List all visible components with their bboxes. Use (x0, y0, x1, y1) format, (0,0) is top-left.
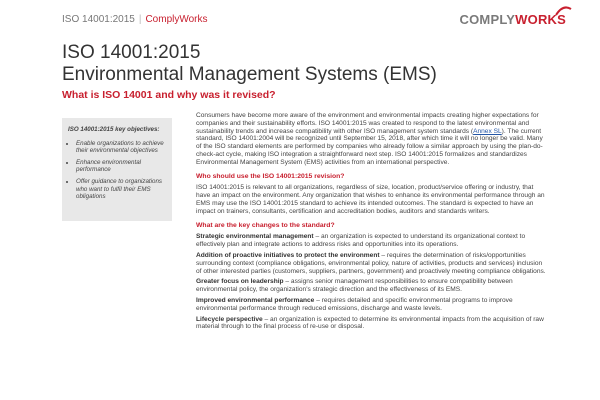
annex-sl-link[interactable]: Annex SL (473, 127, 502, 135)
change-item-lead: Addition of proactive initiatives to protect the environment (196, 251, 380, 259)
change-item-lead: Strategic environmental management (196, 233, 314, 241)
title-line-2: Environmental Management Systems (EMS) (62, 64, 437, 85)
change-item-lead: Lifecycle perspective (196, 315, 263, 323)
intro-paragraph (196, 112, 548, 167)
change-item-text: – requires the determination of risks/opportunities surrounding context (compliance obligations, environmental policy, nature of activities, products and services) inclusion of other interested parties (customers, suppliers, partners, government) and proactively meeting compliance obligations. (196, 251, 546, 275)
change-item (196, 252, 548, 275)
doc-tag: ISO 14001:2015 (62, 14, 135, 25)
page-header (0, 0, 600, 34)
page-subtitle: What is ISO 14001 and why was it revised? (62, 89, 276, 101)
change-item (196, 233, 548, 249)
change-item-text: – requires detailed and specific environmental programs to improve environmental performance through reduced emissions, discharge and waste levels. (196, 296, 513, 312)
page-title (62, 42, 437, 86)
header-divider: | (138, 14, 142, 25)
key-objectives-title: ISO 14001:2015 key objectives: (68, 126, 160, 133)
change-item-lead: Greater focus on leadership (196, 278, 284, 286)
key-objective-item: • Enhance environmental performance (76, 159, 166, 174)
change-item-text: – an organization is expected to determine its environmental impacts from the acquisition of raw material through to the final process of re-use or disposal. (196, 315, 544, 331)
section-heading-who: Who should use the ISO 14001:2015 revision? (196, 172, 345, 180)
key-objectives-list (68, 140, 166, 201)
title-line-1: ISO 14001:2015 (62, 42, 201, 63)
key-objective-item: • Offer guidance to organizations who want to fulfil their EMS obligations (76, 178, 166, 201)
intro-text-after-link: ). The current standard, ISO 14001:2004 will be recognized until September 15, 2018, after which time it will no longer be valid. Many of the ISO standard elements are performed by companies who already follow a similar approach by using the plan-do-check-act cycle, making ISO integration a straightforward next step. ISO 14001:2015 formalizes and standardizes Environmental Management System (EMS) activities from an international perspective. (196, 127, 543, 166)
main-content (196, 112, 548, 334)
change-item-lead: Improved environmental performance (196, 296, 315, 304)
key-objectives-box (62, 118, 172, 221)
change-item (196, 316, 548, 332)
change-item (196, 278, 548, 294)
logo-comply: COMPLY (459, 12, 516, 27)
intro-text-before-link: Consumers have become more aware of the environment and environmental impacts creating higher expectations for companies and their sustainability efforts. ISO 14001:2015 was created to respond to the latest environmental and sustainability trends and increase compatibility with other ISO management system standards ( (196, 112, 539, 135)
logo-works: WORKS (515, 12, 566, 27)
complyworks-logo (460, 12, 566, 27)
section-heading-changes: What are the key changes to the standard? (196, 221, 335, 229)
section-body-who: ISO 14001:2015 is relevant to all organizations, regardless of size, location, product/service offering or industry, that have an impact on the environment. Any organization that wishes to enhance its environmental performance through an EMS may use the ISO 14001:2015 standard to achieve its intended outcomes. The standard is expected to have an impact on trainers, consultants, certification and accreditation bodies, auditors and standards writers. (196, 184, 545, 215)
change-item-text: – an organization is expected to understand its organizational context to effectively plan and integrate actions to address risks and opportunities into its operations. (196, 233, 526, 249)
company-tag: ComplyWorks (145, 14, 208, 25)
key-objective-item: • Enable organizations to achieve their environmental objectives (76, 140, 166, 155)
change-item (196, 297, 548, 313)
header-breadcrumb (62, 14, 208, 25)
change-item-text: – assigns senior management responsibilities to ensure compatibility between environmental policy, the organization's strategic direction and the effectiveness of its EMS. (196, 278, 513, 294)
